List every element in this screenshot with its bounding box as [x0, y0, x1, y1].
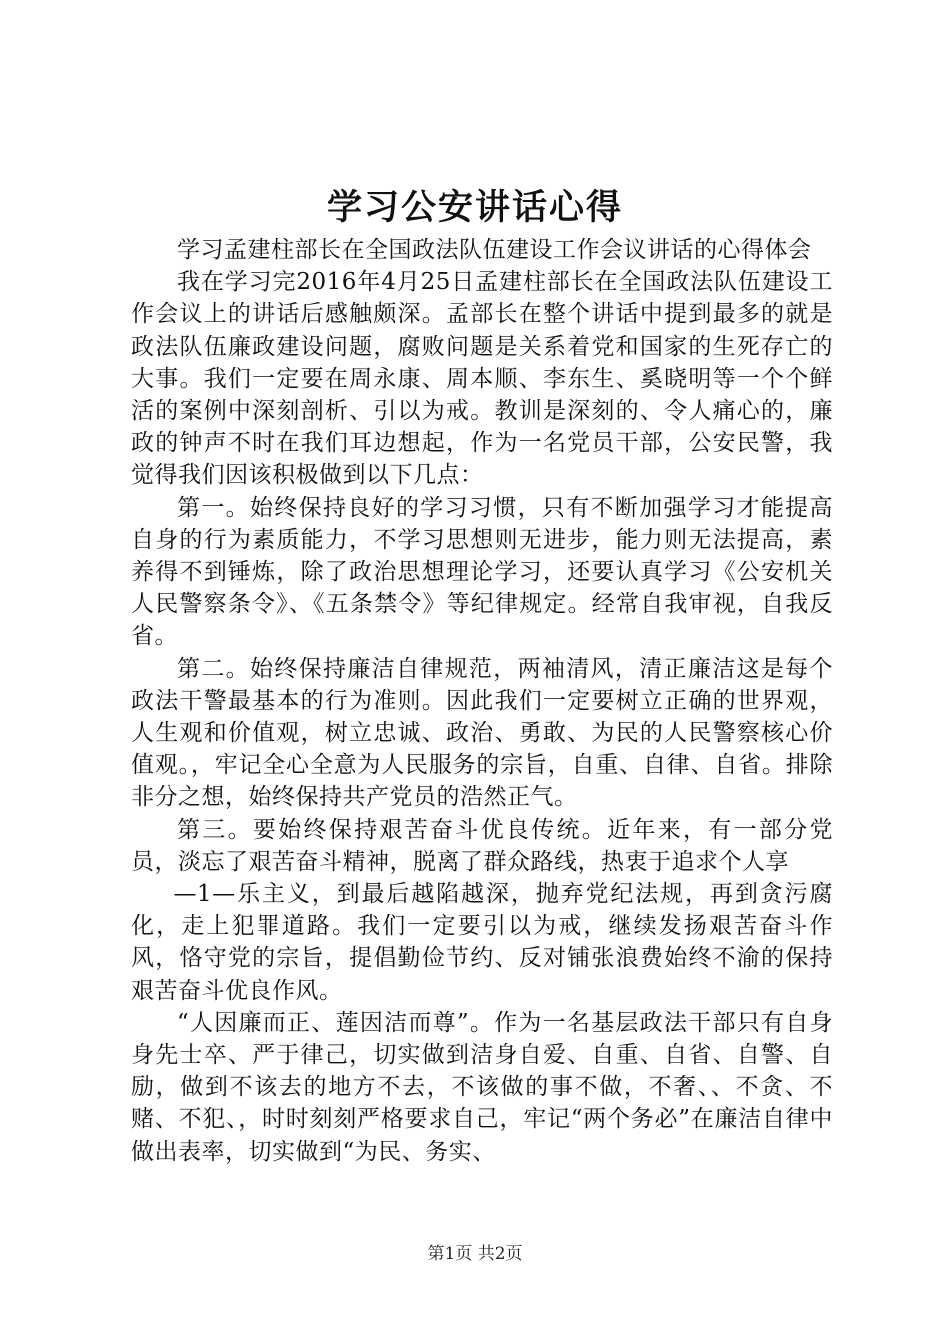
paragraph-point-two: 第二。始终保持廉洁自律规范，两袖清风，清正廉洁这是每个政法干警最基本的行为准则。因此我们一定要树立正确的世界观，人生观和价值观，树立忠诚、政治、勇敢、为民的人民警察核心价值观。，牢记全心全意为人民服务的宗旨，自重、自律、自省。排除非分之想，始终保持共产党员的浩然正气。: [131, 655, 833, 811]
document-body: [131, 234, 833, 1168]
paragraph-subtitle: 学习孟建柱部长在全国政法队伍建设工作会议讲话的心得体会: [177, 237, 812, 263]
paragraph-intro: 我在学习完2016年4月25日孟建柱部长在全国政法队伍建设工作会议上的讲话后感触颇深。孟部长在整个讲话中提到最多的就是政法队伍廉政建设问题，腐败问题是关系着党和国家的生死存亡的大事。我们一定要在周永康、周本顺、李东生、奚晓明等一个个鲜活的案例中深刻剖析、引以为戒。教训是深刻的、令人痛心的，廉政的钟声不时在我们耳边想起，作为一名党员干部，公安民警，我觉得我们因该积极做到以下几点：: [131, 269, 833, 489]
paragraph-point-one: 第一。始终保持良好的学习习惯，只有不断加强学习才能提高自身的行为素质能力，不学习思想则无进步，能力则无法提高，素养得不到锤炼，除了政治思想理论学习，还要认真学习《公安机关人民警察条令》、《五条禁令》等纪律规定。经常自我审视，自我反省。: [131, 494, 833, 650]
paragraph-closing: “人因廉而正、莲因洁而尊”。作为一名基层政法干部只有自身身先士卒、严于律己，切实做到洁身自爱、自重、自省、自警、自励，做到不该去的地方不去，不该做的事不做，不奢、、不贪、不赌、不犯、，时时刻刻严格要求自己，牢记“两个务必”在廉洁自律中做出表率，切实做到“为民、务实、: [131, 1009, 833, 1165]
paragraph-continuation: —1—乐主义，到最后越陷越深，抛弃党纪法规，再到贪污腐化，走上犯罪道路。我们一定要引以为戒，继续发扬艰苦奋斗作风，恪守党的宗旨，提倡勤俭节约、反对铺张浪费始终不渝的保持艰苦奋斗优良作风。: [131, 881, 833, 1004]
document-title: 学习公安讲话心得: [326, 187, 623, 228]
paragraph-point-three: 第三。要始终保持艰苦奋斗优良传统。近年来，有一部分党员，淡忘了艰苦奋斗精神，脱离了群众路线，热衷于追求个人享: [131, 816, 833, 875]
page-number-footer: 第1页 共2页: [427, 1244, 523, 1264]
